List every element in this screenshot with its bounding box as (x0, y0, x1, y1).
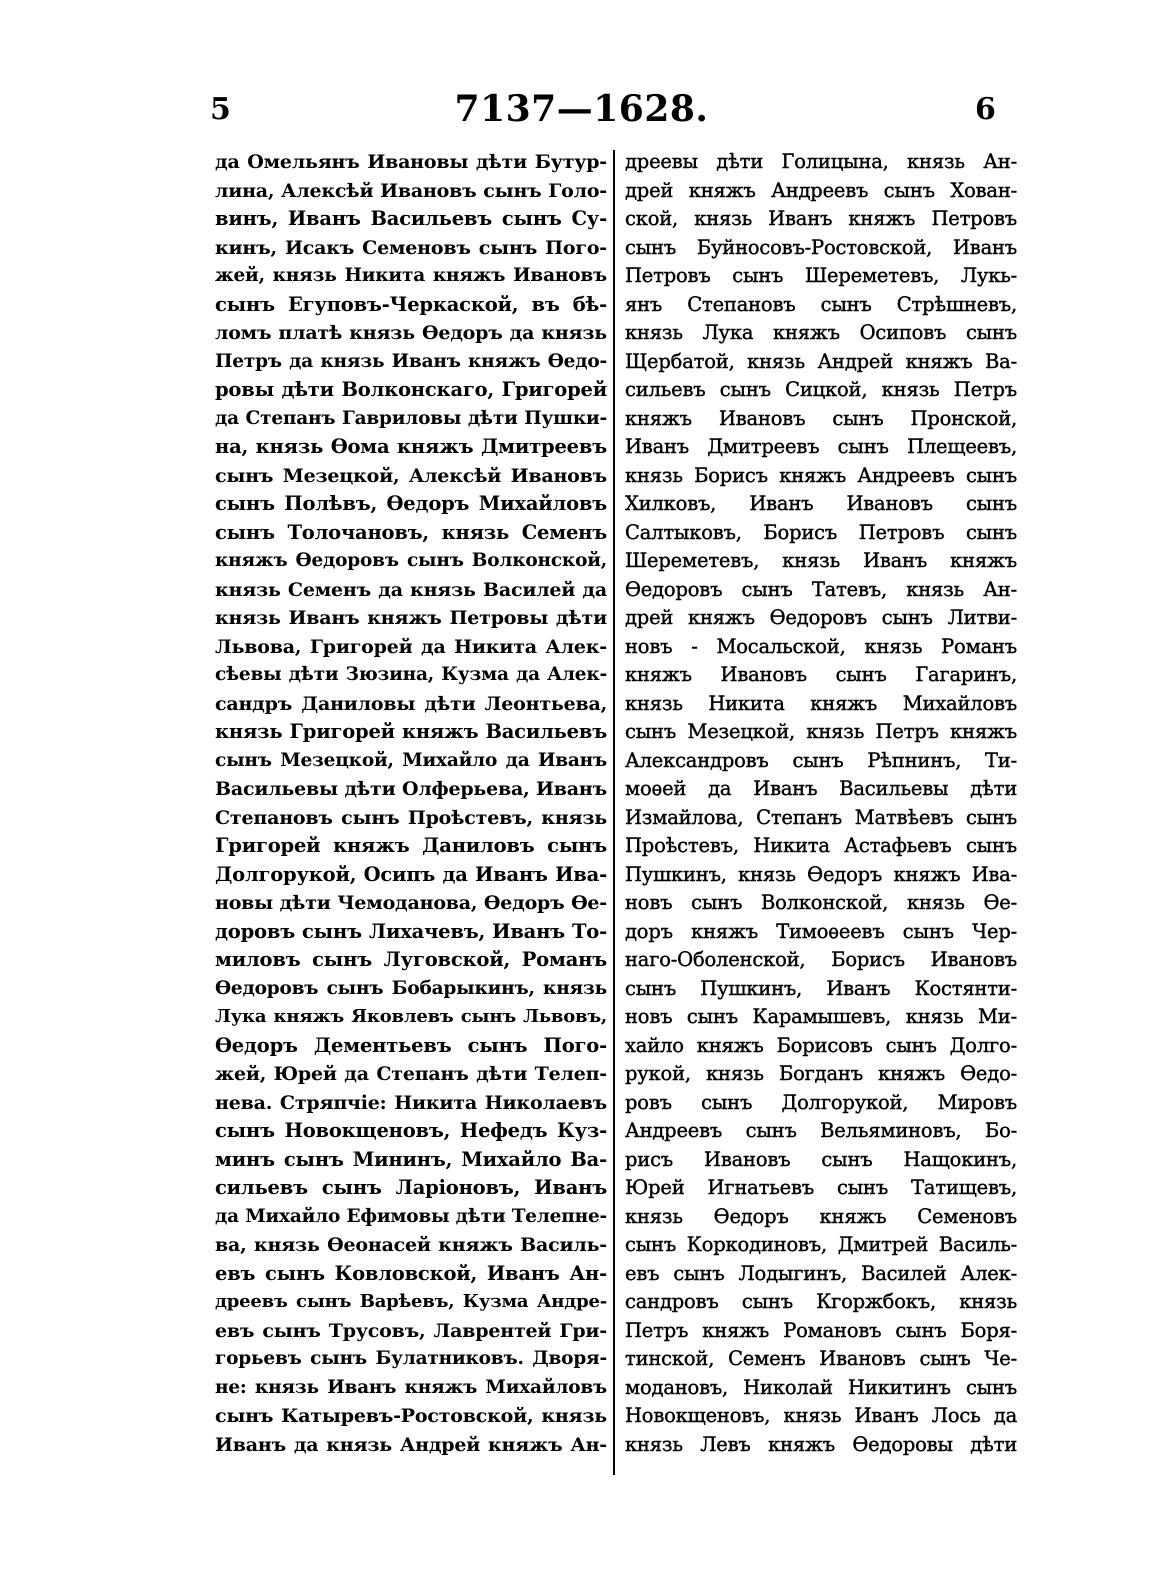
text-line: князь Иванъ княжъ Петровы дѣти (215, 607, 607, 629)
text-line: Проѣстевъ, Никита Астафьевъ сынъ (625, 834, 1017, 857)
text-line: дреевъ сынъ Варѣевъ, Кузма Андре- (215, 1291, 607, 1312)
text-line: Лука княжъ Яковлевъ сынъ Львовъ, (215, 1006, 607, 1027)
text-line: жей, Юрей да Степанъ дѣти Телеп- (215, 1063, 607, 1085)
text-line: лина, Алексѣй Ивановъ сынъ Голо- (215, 179, 607, 202)
text-line: да Михайло Ефимовы дѣти Телепне- (215, 1205, 607, 1227)
text-line: да Степанъ Гавриловы дѣти Пушки- (215, 407, 607, 429)
text-line: Львова, Григорей да Никита Алек- (215, 635, 607, 658)
text-line: Степановъ сынъ Проѣстевъ, князь (215, 806, 607, 829)
text-line: новы дѣти Чемоданова, Ѳедоръ Ѳе- (215, 892, 607, 914)
text-line: княжъ Ивановъ сынъ Гагаринъ, (625, 663, 1017, 686)
left-page-number: 5 (210, 92, 231, 127)
text-line: Пушкинъ, князь Ѳедоръ княжъ Ива- (625, 862, 1017, 886)
text-line: Долгорукой, Осипъ да Иванъ Ива- (215, 862, 607, 886)
text-line: князь Никита княжъ Михайловъ (625, 691, 1017, 715)
text-line: сильевъ сынъ Сицкой, князь Петръ (625, 378, 1017, 401)
text-line: Петръ да князь Иванъ княжъ Ѳедо- (215, 350, 607, 372)
text-line: евъ сынъ Трусовъ, Лаврентей Гри- (215, 1319, 607, 1342)
text-line: княжъ Ивановъ сынъ Пронской, (625, 406, 1017, 430)
text-line: сынъ Новокщеновъ, Нефедъ Куз- (215, 1119, 607, 1142)
text-line: жей, князь Никита княжъ Ивановъ (215, 265, 607, 286)
text-line: хайло княжъ Борисовъ сынъ Долго- (625, 1033, 1017, 1057)
text-line: евъ сынъ Ковловской, Иванъ Ан- (215, 1261, 607, 1285)
text-line: Измайлова, Степанъ Матвѣевъ сынъ (625, 805, 1017, 829)
text-line: евъ сынъ Лодыгинъ, Василей Алек- (625, 1261, 1017, 1285)
text-line: князь Семенъ да князь Василей да (215, 578, 607, 601)
text-line: сынъ Мезецкой, Алексѣй Ивановъ (215, 464, 607, 487)
page-header (0, 88, 1163, 142)
text-line: ломъ платѣ князь Ѳедоръ да князь (215, 322, 607, 344)
text-line: Ѳедоровъ сынъ Татевъ, князь Ан- (625, 577, 1017, 601)
text-line: не: князь Иванъ княжъ Михайловъ (215, 1376, 607, 1398)
text-line: наго-Оболенской, Борисъ Ивановъ (625, 948, 1017, 971)
text-line: ской, князь Иванъ княжъ Петровъ (625, 207, 1017, 230)
text-line: князь Лука княжъ Осиповъ сынъ (625, 321, 1017, 344)
text-line: доровъ сынъ Лихачевъ, Иванъ То- (215, 919, 607, 943)
text-line: дреевы дѣти Голицына, князь Ан- (625, 150, 1017, 173)
text-line: сынъ Мезецкой, князь Петръ княжъ (625, 720, 1017, 743)
text-line: сѣевы дѣти Зюзина, Кузма да Алек- (215, 664, 607, 685)
text-line: князь Григорей княжъ Васильевъ (215, 720, 607, 743)
text-line: князь Борисъ княжъ Андреевъ сынъ (625, 463, 1017, 487)
text-line: на, князь Ѳома княжъ Дмитреевъ (215, 435, 607, 458)
text-line: Новокщеновъ, князь Иванъ Лось да (625, 1404, 1017, 1427)
text-line: да Омельянъ Ивановы дѣти Бутур- (215, 151, 607, 173)
text-line: сандръ Даниловы дѣти Леонтьева, (215, 692, 607, 715)
text-line: горьевъ сынъ Булатниковъ. Дворя- (215, 1348, 607, 1369)
text-line: моѳей да Иванъ Васильевы дѣти (625, 777, 1017, 800)
text-line: сынъ Полѣвъ, Ѳедоръ Михайловъ (215, 492, 607, 515)
right-page-number: 6 (975, 92, 996, 127)
text-line: Иванъ Дмитреевъ сынъ Плещеевъ, (625, 435, 1017, 458)
text-line: ва, князь Ѳеонасей княжъ Василь- (215, 1234, 607, 1256)
column-divider (613, 150, 615, 1475)
right-text-column (625, 148, 1017, 1459)
text-line: новъ сынъ Волконской, князь Ѳе- (625, 891, 1017, 914)
text-line: сынъ Толочановъ, князь Семенъ (215, 520, 607, 544)
text-line: дрей княжъ Ѳедоровъ сынъ Литви- (625, 606, 1017, 629)
text-line: рукой, князь Богданъ княжъ Ѳедо- (625, 1062, 1017, 1085)
text-line: янъ Степановъ сынъ Стрѣшневъ, (625, 292, 1017, 316)
text-line: доръ княжъ Тимоѳеевъ сынъ Чер- (625, 919, 1017, 943)
text-line: князь Левъ княжъ Ѳедоровы дѣти (625, 1432, 1017, 1456)
text-line: сынъ Пушкинъ, Иванъ Костянти- (625, 976, 1017, 1000)
text-line: Петръ княжъ Романовъ сынъ Боря- (625, 1318, 1017, 1342)
text-line: Иванъ да князь Андрей княжъ Ан- (215, 1433, 607, 1456)
text-line: тинской, Семенъ Ивановъ сынъ Че- (625, 1347, 1017, 1370)
text-line: Ѳедоръ Дементьевъ сынъ Пого- (215, 1033, 607, 1057)
page-title: 7137—1628. (454, 88, 709, 130)
text-line: ровы дѣти Волконскаго, Григорей (215, 378, 607, 401)
text-line: Хилковъ, Иванъ Ивановъ сынъ (625, 492, 1017, 515)
text-line: винъ, Иванъ Васильевъ сынъ Су- (215, 207, 607, 230)
text-line: ровъ сынъ Долгорукой, Мировъ (625, 1090, 1017, 1114)
text-line: Салтыковъ, Борисъ Петровъ сынъ (625, 520, 1017, 544)
text-line: Васильевы дѣти Олферьева, Иванъ (215, 778, 607, 800)
text-line: Щербатой, князь Андрей княжъ Ва- (625, 349, 1017, 373)
text-line: дрей княжъ Андреевъ сынъ Хован- (625, 178, 1017, 202)
text-line: модановъ, Николай Никитинъ сынъ (625, 1375, 1017, 1399)
text-line: сандровъ сынъ Кгоржбокъ, князь (625, 1290, 1017, 1313)
text-line: сильевъ сынъ Ларіоновъ, Иванъ (215, 1176, 607, 1199)
text-line: сынъ Мезецкой, Михайло да Иванъ (215, 749, 607, 771)
text-line: новъ - Мосальской, князь Романъ (625, 634, 1017, 658)
left-text-column (215, 148, 607, 1459)
text-line: новъ сынъ Карамышевъ, князь Ми- (625, 1005, 1017, 1028)
text-line: миловъ сынъ Луговской, Романъ (215, 948, 607, 971)
text-line: сынъ Катыревъ-Ростовской, князь (215, 1405, 607, 1427)
text-line: рисъ Ивановъ сынъ Нащокинъ, (625, 1147, 1017, 1171)
text-line: Андреевъ сынъ Вельяминовъ, Бо- (625, 1119, 1017, 1142)
text-line: Александровъ сынъ Рѣпнинъ, Ти- (625, 748, 1017, 772)
text-line: кинъ, Исакъ Семеновъ сынъ Погo- (215, 236, 607, 259)
text-line: минъ сынъ Мининъ, Михайло Ва- (215, 1147, 607, 1171)
text-line: Ѳедоровъ сынъ Бобарыкинъ, князь (215, 977, 607, 999)
text-line: князь Ѳедоръ княжъ Семеновъ (625, 1204, 1017, 1228)
text-line: Юрей Игнатьевъ сынъ Татищевъ, (625, 1176, 1017, 1199)
text-line: сынъ Егуповъ-Черкаской, въ бѣ- (215, 292, 607, 316)
text-line: Григорей княжъ Даниловъ сынъ (215, 834, 607, 857)
text-line: Петровъ сынъ Шереметевъ, Лукь- (625, 264, 1017, 287)
text-line: Шереметевъ, князь Иванъ княжъ (625, 549, 1017, 572)
text-line: княжъ Ѳедоровъ сынъ Волконской, (215, 550, 607, 571)
text-line: сынъ Коркодиновъ, Дмитрей Василь- (625, 1233, 1017, 1256)
text-line: сынъ Буйносовъ-Ростовской, Иванъ (625, 235, 1017, 259)
text-line: нева. Стряпчіе: Никита Николаевъ (215, 1091, 607, 1114)
